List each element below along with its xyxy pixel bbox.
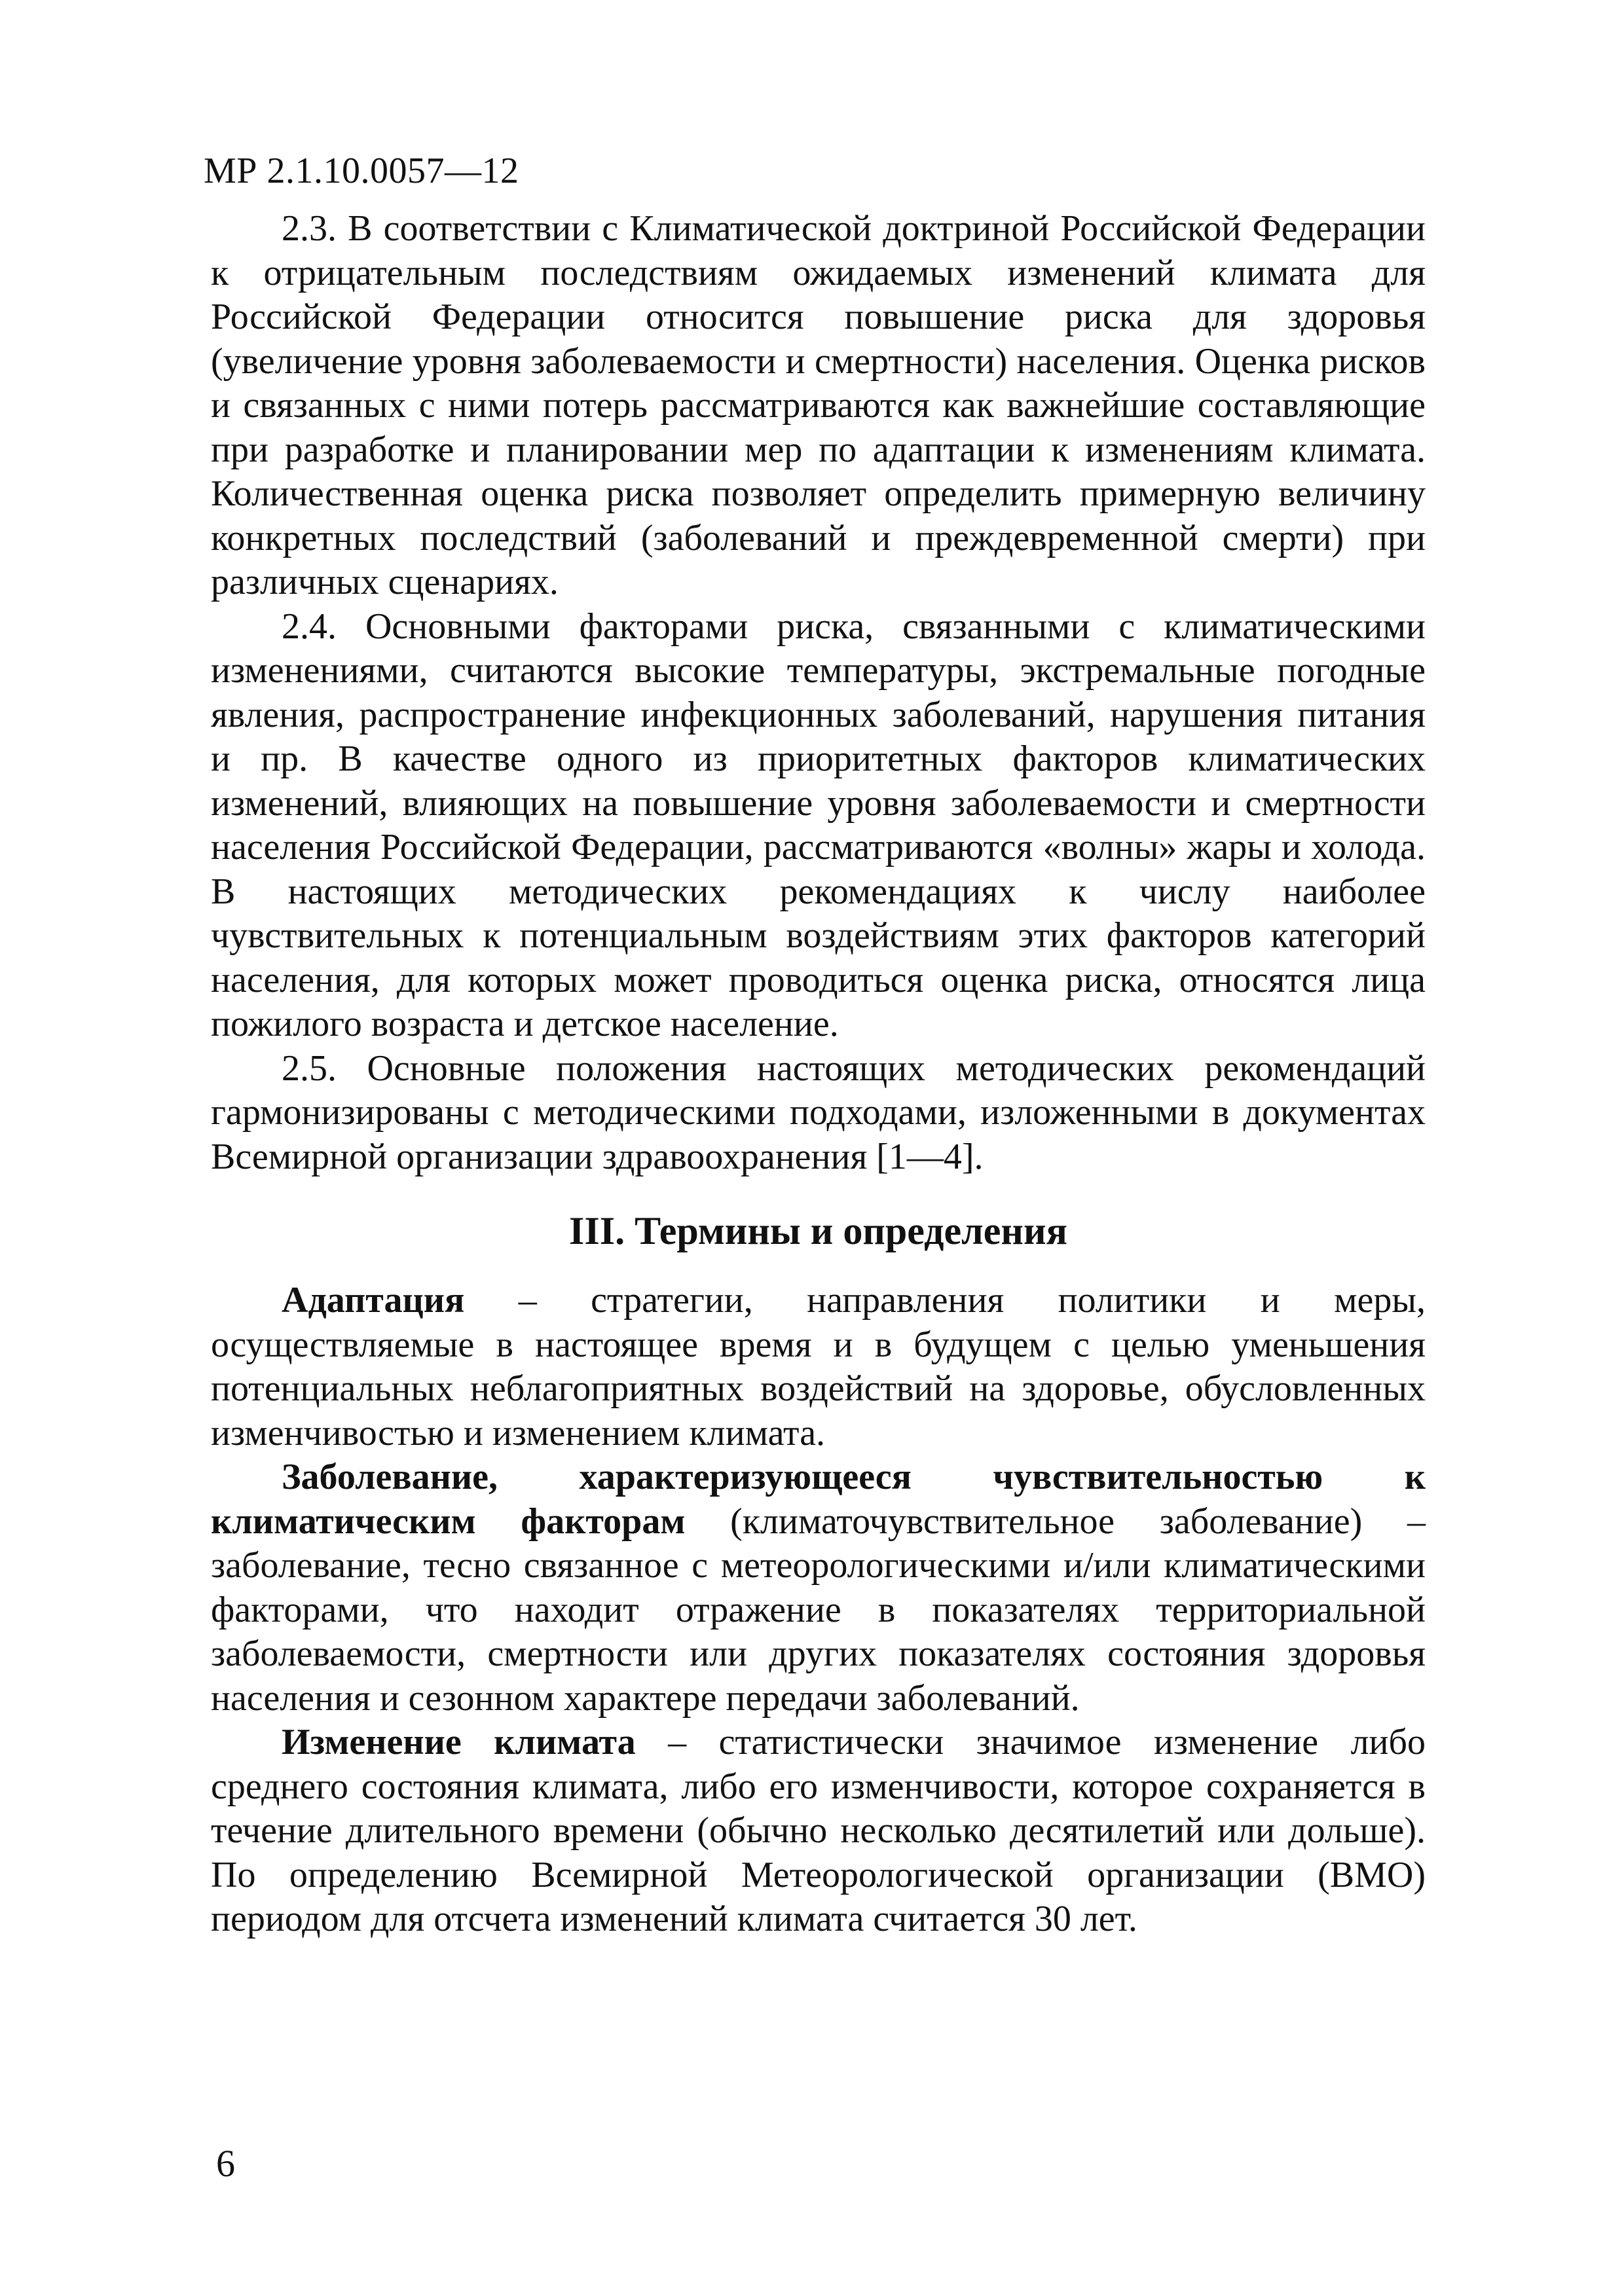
page-content xyxy=(211,207,1426,1942)
section-heading: III. Термины и определения xyxy=(569,1209,1067,1252)
definition-climate-change xyxy=(211,1721,1426,1942)
definition-climate-sensitive-disease xyxy=(211,1455,1426,1721)
page-number: 6 xyxy=(216,2142,235,2185)
paragraph-2-3: 2.3. В соответствии с Климатической доктриной Российской Федерации к отрицательным последствиям ожидаемых изменений климата для Российской Федерации относится повышение риска для здоровья (увеличение уровня заболеваемости и смертности) населения. Оценка рисков и связанных с ними потерь рассматриваются как важнейшие составляющие при разработке и планировании мер по адаптации к изменениям климата. Количественная оценка риска позволяет определить примерную величину конкретных последствий (заболеваний и преждевременной смерти) при различных сценариях. xyxy=(211,208,1426,602)
definition-adaptation xyxy=(211,1279,1426,1455)
document-code: МР 2.1.10.0057—12 xyxy=(204,151,519,191)
paragraph-2-4: 2.4. Основными факторами риска, связанными с климатическими изменениями, считаются высокие температуры, экстремальные погодные явления, распространение инфекционных заболеваний, нарушения питания и пр. В качестве одного из приоритетных факторов климатических изменений, влияющих на повышение уровня заболеваемости и смертности населения Российской Федерации, рассматриваются «волны» жары и холода. В настоящих методических рекомендациях к числу наиболее чувствительных к потенциальным воздействиям этих факторов категорий населения, для которых может проводиться оценка риска, относятся лица пожилого возраста и детское население. xyxy=(211,606,1426,1044)
definition-text: (климаточувствительное заболевание) – заболевание, тесно связанное с метеорологическими и/или климатическими факторами, что находит отражение в показателях территориальной заболеваемости, смертности или других показателях состояния здоровья населения и сезонном характере передачи заболеваний. xyxy=(211,1501,1426,1719)
definition-text: – статистически значимое изменение либо среднего состояния климата, либо его изменчивости, которое сохраняется в течение длительного времени (обычно несколько десятилетий или дольше). По определению Всемирной Метеорологической организации (ВМО) периодом для отсчета изменений климата считается 30 лет. xyxy=(211,1722,1426,1939)
definition-term: Изменение климата xyxy=(282,1722,636,1762)
paragraph-2-5: 2.5. Основные положения настоящих методических рекомендаций гармонизированы с методическими подходами, изложенными в документах Всемирной организации здравоохранения [1—4]. xyxy=(211,1048,1426,1177)
definition-text: – стратегии, направления политики и меры, осуществляемые в настоящее время и в будущем с целью уменьшения потенциальных неблагоприятных воздействий на здоровье, обусловленных изменчивостью и изменением климата. xyxy=(211,1280,1426,1453)
definition-term: Заболевание, характеризующееся чувствительностью к климатическим факторам xyxy=(211,1457,1426,1542)
definition-term: Адаптация xyxy=(282,1280,465,1321)
